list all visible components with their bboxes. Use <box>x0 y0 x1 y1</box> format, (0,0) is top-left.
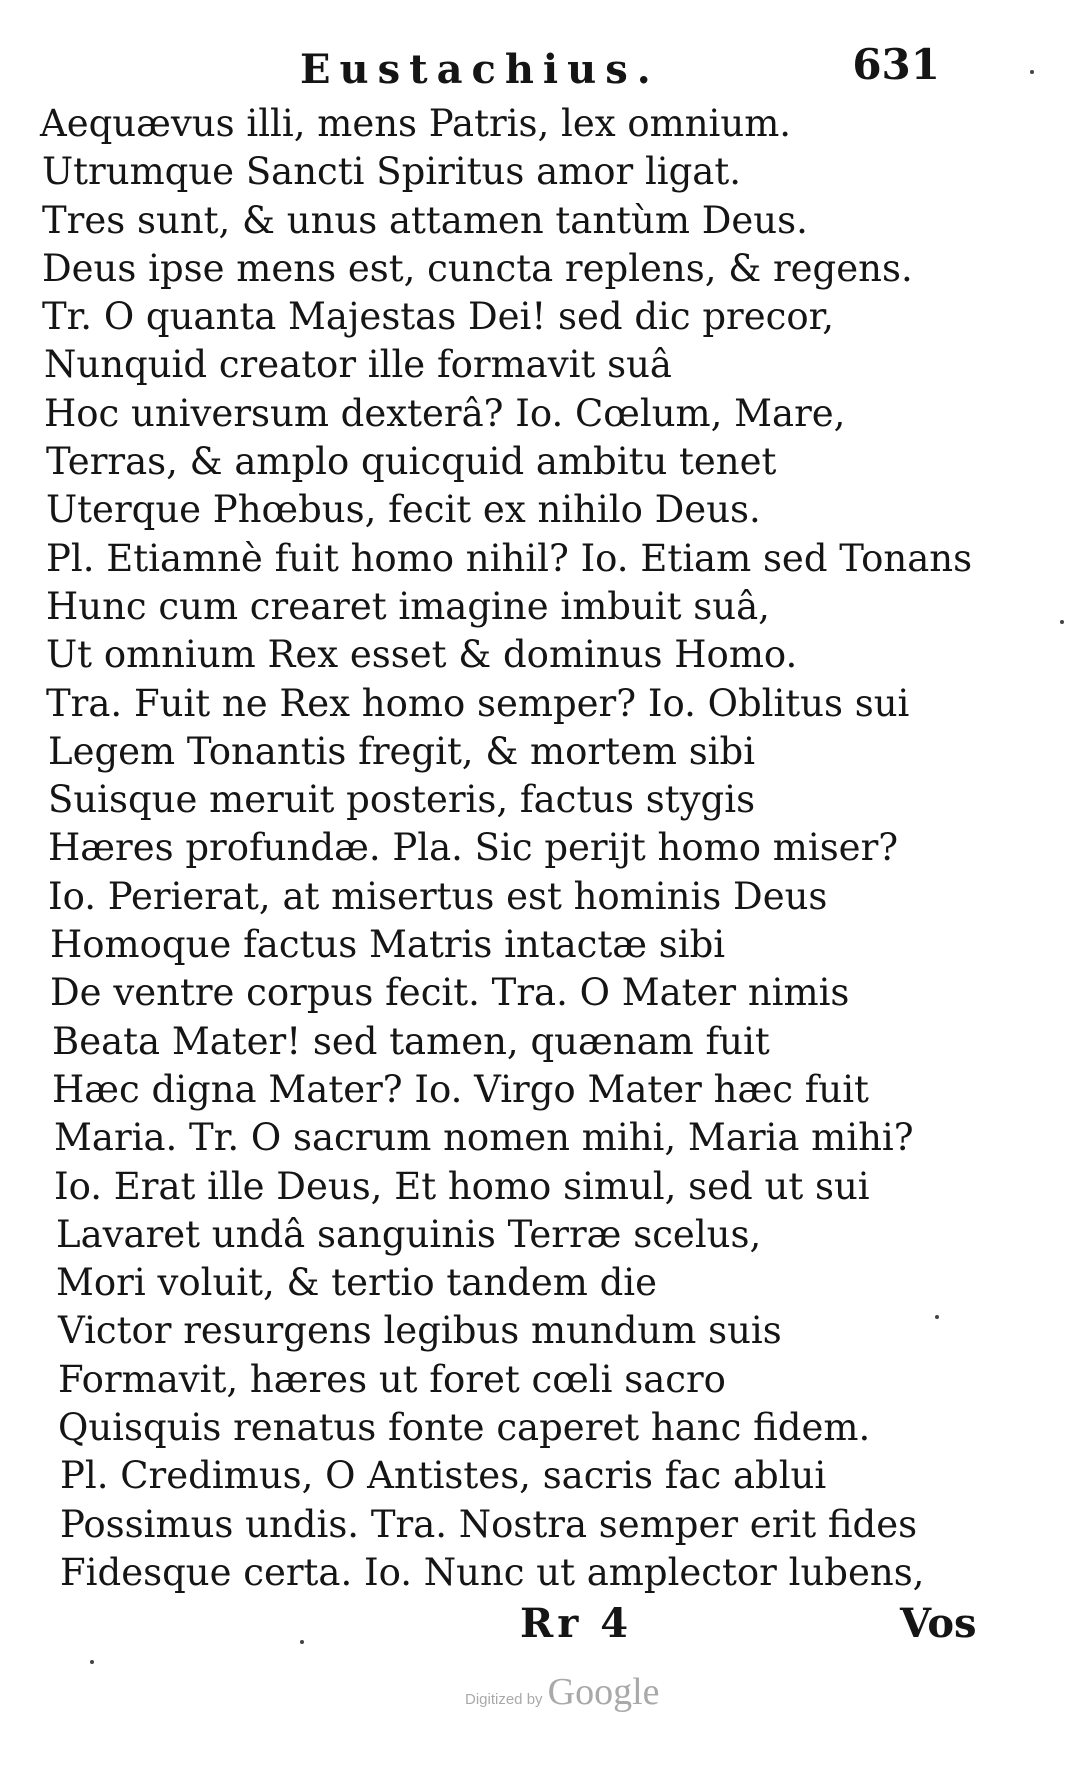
verse-line: Formavit, hæres ut foret cœli sacro <box>58 1357 726 1401</box>
signature-mark: Rr 4 <box>520 1600 633 1647</box>
verse-line: Possimus undis. Tra. Nostra semper erit fides <box>60 1502 918 1546</box>
verse-line: Aequævus illi, mens Patris, lex omnium. <box>40 102 792 145</box>
running-title: Eustachius. <box>300 46 660 93</box>
ink-speck <box>1060 620 1064 624</box>
verse-line: Ut omnium Rex esset & dominus Homo. <box>46 633 798 677</box>
ink-speck <box>300 1640 304 1644</box>
verse-block <box>40 100 1000 1597</box>
verse-line: Pl. Credimus, O Antistes, sacris fac ablui <box>60 1454 827 1498</box>
verse-line: Mori voluit, & tertio tandem die <box>56 1261 657 1305</box>
verse-line: Tra. Fuit ne Rex homo semper? Io. Oblitus sui <box>46 681 910 725</box>
verse-line: Beata Mater! sed tamen, quænam fuit <box>52 1019 770 1063</box>
page-header <box>300 40 940 100</box>
ink-speck <box>935 1315 939 1319</box>
digitization-watermark <box>465 1670 660 1714</box>
verse-line: Utrumque Sancti Spiritus amor ligat. <box>42 150 741 194</box>
verse-line: Nunquid creator ille formavit suâ <box>44 343 672 387</box>
verse-line: Maria. Tr. O sacrum nomen mihi, Maria mihi? <box>54 1116 914 1160</box>
verse-line: Terras, & amplo quicquid ambitu tenet <box>46 440 777 484</box>
verse-line: Victor resurgens legibus mundum suis <box>58 1309 782 1353</box>
verse-line: Legem Tonantis fregit, & mortem sibi <box>48 729 756 773</box>
verse-line: Pl. Etiamnè fuit homo nihil? Io. Etiam sed Tonans <box>46 536 973 580</box>
verse-line: Homoque factus Matris intactæ sibi <box>50 923 726 967</box>
verse-line: Fidesque certa. Io. Nunc ut amplector lubens, <box>60 1550 925 1594</box>
verse-line: Uterque Phœbus, fecit ex nihilo Deus. <box>46 488 761 532</box>
watermark-brand: Google <box>547 1671 660 1713</box>
verse-line: Io. Perierat, at misertus est hominis Deus <box>48 874 828 918</box>
verse-line: De ventre corpus fecit. Tra. O Mater nimis <box>50 971 850 1015</box>
verse-line: Suisque meruit posteris, factus stygis <box>48 778 756 822</box>
verse-line: Tres sunt, & unus attamen tantùm Deus. <box>42 198 808 242</box>
ink-speck <box>1030 70 1034 74</box>
ink-speck <box>90 1660 94 1664</box>
verse-line: Hæc digna Mater? Io. Virgo Mater hæc fuit <box>52 1067 869 1111</box>
watermark-prefix: Digitized by <box>465 1691 543 1708</box>
page-number: 631 <box>852 40 940 89</box>
verse-line: Hunc cum crearet imagine imbuit suâ, <box>46 584 770 628</box>
verse-line: Io. Erat ille Deus, Et homo simul, sed ut sui <box>54 1164 870 1208</box>
verse-line: Deus ipse mens est, cuncta replens, & regens. <box>42 246 913 290</box>
catchword: Vos <box>900 1600 977 1647</box>
verse-line: Tr. O quanta Majestas Dei! sed dic precor, <box>42 295 834 339</box>
verse-line: Hoc universum dexterâ? Io. Cœlum, Mare, <box>44 391 846 435</box>
verse-line: Hæres profundæ. Pla. Sic perijt homo miser? <box>48 826 899 870</box>
verse-line: Lavaret undâ sanguinis Terræ scelus, <box>56 1212 762 1256</box>
verse-line: Quisquis renatus fonte caperet hanc fidem. <box>58 1406 871 1450</box>
page-footer <box>0 1600 1086 1680</box>
